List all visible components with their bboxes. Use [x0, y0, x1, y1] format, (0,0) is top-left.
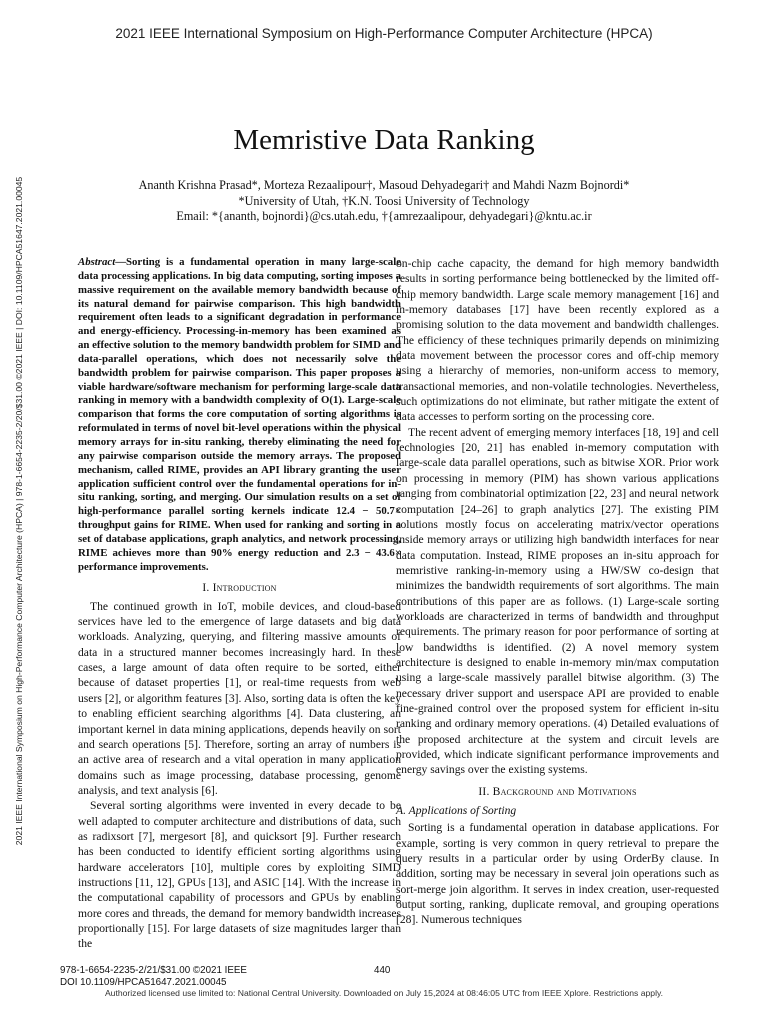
section-heading-introduction: I. Introduction — [202, 581, 277, 595]
paragraph: The recent advent of emerging memory interfaces [18, 19] and cell technologies [20, 21] has enabled in-memory computation with large-scale data parallel operations, such as bitwise XOR. Prior work on processing in memory (PIM) has shown various applications ranging from combinatorial optimization [22, 23] and neural network computation [24–26] to graph analytics [27]. The existing PIM solutions mostly focus on accelerating matrix/vector operations inside memory arrays or utilizing high bandwidth interfaces for near data computation. Instead, RIME proposes an in-situ approach for memristive ranking-in-memory using a HW/SW co-design that minimizes the bandwidth requirements of sort algorithms. The main contributions of this paper are as follows. (1) Large-scale sorting workloads are characterized in terms of bandwidth and throughput requirements. The primary reason for poor performance of sorting at low bandwidths is identified. (2) A novel memory system architecture is designed to enable in-memory min/max computation using a large-scale massively parallel bitwise algorithm. (3) The necessary driver support and userspace API are provided to enable fine-grained control over the proposed system for efficient in-situ ranking and ordinary memory operations. (4) Detailed evaluations of the proposed architecture at the system and circuit levels are provided, which indicate significant performance improvements and energy savings over the existing systems. — [396, 425, 719, 777]
section-heading-background: II. Background and Motivations — [478, 784, 637, 798]
right-column — [396, 256, 719, 928]
author-affiliations: *University of Utah, †K.N. Toosi University of Technology — [238, 193, 530, 208]
footer-isbn: 978-1-6654-2235-2/21/$31.00 ©2021 IEEE — [60, 965, 247, 976]
license-notice: Authorized licensed use limited to: National Central University. Downloaded on July 15,2024 at 08:46:05 UTC from IEEE Xplore. Restrictions apply. — [104, 988, 664, 998]
abstract-label: Abstract — [78, 256, 116, 268]
abstract-text: —Sorting is a fundamental operation in many large-scale data processing applications. In big data computing, sorting imposes a massive requirement on the available memory bandwidth because of its natural demand for pairwise comparison. This high bandwidth requirement often leads to a significant degradation in performance and energy-efficiency. Processing-in-memory has been examined as an effective solution to the memory bandwidth problem for SIMD and data-parallel operations, which does not necessarily solve the bandwidth problem for pairwise comparison. This paper proposes a viable hardware/software mechanism for performing large-scale data ranking in memory with a bandwidth complexity of O(1). Large-scale comparison that forms the core computation of sorting algorithms is reformulated in terms of novel bit-level operations within the physical memory arrays for in-situ ranking, thereby eliminating the need for any pairwise comparison outside the memory arrays. The proposed mechanism, called RIME, provides an API library granting the user application sufficient control over the fundamental operations for in-situ ranking, sorting, and merging. Our simulation results on a set of high-performance parallel sorting kernels indicate 12.4 − 50.7× throughput gains for RIME. When used for ranking and sorting in a set of database applications, graph analytics, and network processing, RIME achieves more than 90% energy reduction and 2.3 − 43.6× performance improvements. — [78, 256, 401, 573]
paragraph: The continued growth in IoT, mobile devices, and cloud-based services have led to the emergence of large datasets and big data workloads. Analyzing, querying, and filtering massive amounts of data in a structured manner becomes increasingly hard. In these cases, a large amount of data often require to be sorted, either because of dataset properties [1], or real-time requests from web users [2], or algorithm features [3]. Also, sorting data is often the key to enabling efficient searching algorithms [4]. Data clustering, an important kernel in data mining applications, depends heavily on sort and search operations [5]. Therefore, sorting an array of numbers is an active area of research and a vital operation in many application domains such as image processing, database processing, genome analysis, and text analysis [6]. — [78, 599, 401, 797]
footer-left — [60, 965, 247, 988]
abstract — [78, 256, 401, 574]
subsection-heading: A. Applications of Sorting — [396, 804, 517, 818]
paragraph: on-chip cache capacity, the demand for high memory bandwidth results in sorting performance being bottlenecked by the limited off-chip memory bandwidth. Large scale memory management [16] and in-memory databases [17] have been recently explored as a promising solution to the data movement and bandwidth challenges. The efficiency of these techniques primarily depends on minimizing data movement between the processor cores and off-chip memory using a hierarchy of memories, non-uniform access to memory, transactional memories, and non-volatile technologies. Nevertheless, such optimizations do not eliminate, but rather mitigate the extent of data accesses to perform sorting on the processing core. — [396, 257, 719, 424]
conference-header: 2021 IEEE International Symposium on High-Performance Computer Architecture (HPCA) — [115, 26, 653, 41]
paper-title: Memristive Data Ranking — [233, 124, 535, 156]
footer-doi: DOI 10.1109/HPCA51647.2021.00045 — [60, 976, 227, 988]
author-names: Ananth Krishna Prasad*, Morteza Rezaalipour†, Masoud Dehyadegari† and Mahdi Nazm Bojnordi* — [138, 178, 630, 192]
page-number: 440 — [374, 965, 391, 976]
side-margin-citation: 2021 IEEE International Symposium on High-Performance Computer Architecture (HPCA) | 978-1-6654-2235-2/20/$31.00 ©2021 IEEE | DOI: 10.1109/HPCA51647.2021.00045 — [14, 176, 24, 846]
author-block — [0, 178, 768, 225]
author-email: Email: *{ananth, bojnordi}@cs.utah.edu, †{amrezaalipour, dehyadegari}@kntu.ac.ir — [176, 209, 592, 223]
paragraph: Several sorting algorithms were invented in every decade to be well adapted to computer architecture and distributions of data, such as radixsort [7], mergesort [8], and quicksort [9]. Further research has been conducted to identify efficient sorting algorithms using hardware accelerators [10], multiple cores by exploiting SIMD instructions [11, 12], GPUs [13], and ASIC [14]. With the increase in the computational capability of processors and GPUs by enabling more cores and threads, the demand for memory bandwidth increases proportionally [15]. For large datasets of size magnitudes larger than the — [78, 799, 401, 951]
left-column — [78, 256, 401, 952]
paragraph: Sorting is a fundamental operation in database applications. For example, sorting is very common in query retrieval to prepare the query results in a particular order by using OrderBy clause. In addition, sorting may be necessary in several join operations such as sort-merge join algorithm. It serves in index creation, user-requested output sorting, ranking, duplicate removal, and grouping operations [28]. Numerous techniques — [396, 821, 719, 927]
